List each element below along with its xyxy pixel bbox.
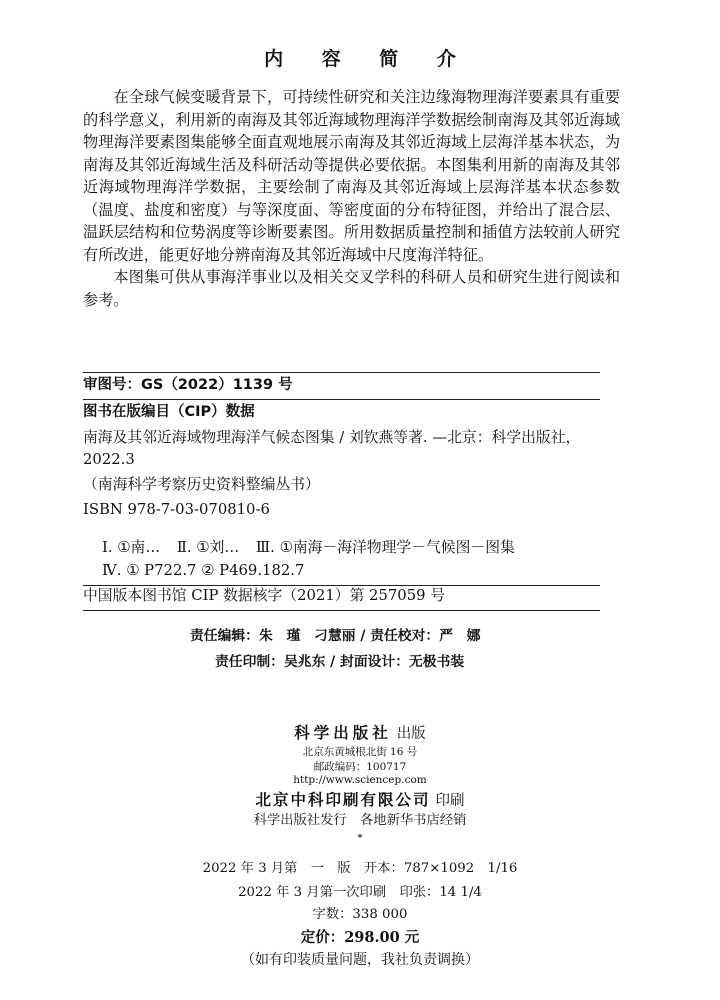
publisher-name: 科学出版社	[294, 723, 392, 742]
publisher-address: 北京东黄城根北街 16 号	[302, 746, 418, 758]
separator-star: *	[357, 832, 363, 844]
printer-role: 印刷	[435, 793, 465, 809]
divider	[83, 372, 600, 373]
classification-item: Ⅱ. ①刘…	[176, 539, 240, 556]
credits	[0, 623, 720, 675]
divider	[83, 610, 600, 611]
page-title: 内 容 简 介	[264, 48, 472, 70]
divider	[83, 399, 600, 400]
edition-line: 2022 年 3 月第 一 版 开本：787×1092 1/16	[202, 861, 518, 876]
price: 定价：298.00 元	[300, 929, 420, 946]
printing-line: 2022 年 3 月第一次印刷 印张：14 1/4	[238, 885, 482, 900]
cip-classification	[102, 536, 622, 582]
cip-isbn: ISBN 978-7-03-070810-6	[83, 501, 270, 518]
cip-book-line: 南海及其邻近海域物理海洋气候态图集 / 刘钦燕等著. —北京：科学出版社，2022.3	[83, 429, 581, 468]
content-summary	[83, 86, 620, 311]
cip-heading: 图书在版编目（CIP）数据	[83, 404, 255, 420]
review-number: 审图号：GS（2022）1139 号	[83, 377, 293, 393]
cip-block	[83, 401, 613, 521]
classification-line-2: Ⅳ. ① P722.7 ② P469.182.7	[102, 562, 305, 579]
credits-production: 责任印制：吴兆东 / 封面设计：无极书装	[215, 654, 465, 670]
classification-line	[102, 536, 622, 559]
summary-paragraph: 本图集可供从事海洋事业以及相关交叉学科的科研人员和研究生进行阅读和参考。	[83, 268, 620, 309]
publisher-url: http://www.sciencep.com	[293, 774, 427, 786]
word-count: 字数：338 000	[312, 907, 408, 922]
publisher-postcode: 邮政编码：100717	[313, 761, 407, 773]
quality-note: （如有印装质量问题，我社负责调换）	[241, 952, 479, 968]
classification-item: Ⅰ. ①南…	[102, 539, 161, 556]
cip-data-approval: 中国版本图书馆 CIP 数据核字（2021）第 257059 号	[83, 587, 446, 604]
publisher-line	[0, 721, 720, 743]
cip-series: （南海科学考察历史资料整编丛书）	[83, 476, 320, 493]
summary-paragraph: 在全球气候变暖背景下，可持续性研究和关注边缘海物理海洋要素具有重要的科学意义，利用新的南海及其邻近海域物理海洋学数据绘制南海及其邻近海域物理海洋要素图集能够全面直观地展示南海及其邻近海域上层海洋基本状态，为南海及其邻近海域生活及科研活动等提供必要依据。本图集利用新的南海及其邻近海域物理海洋学数据，主要绘制了南海及其邻近海域上层海洋基本状态参数（温度、盐度和密度）与等深度面、等密度面的分布特征图，并给出了混合层、温跃层结构和位势涡度等诊断要素图。所用数据质量控制和插值方法较前人研究有所改进，能更好地分辨南海及其邻近海域中尺度海洋特征。	[83, 88, 620, 264]
publisher-role: 出版	[396, 726, 426, 742]
printer-line	[0, 788, 720, 810]
classification-item: Ⅲ. ①南海－海洋物理学－气候图－图集	[255, 539, 515, 556]
printer-name: 北京中科印刷有限公司	[255, 790, 431, 809]
distribution-line: 科学出版社发行 各地新华书店经销	[253, 813, 467, 828]
credits-editors: 责任编辑：朱 瑾 刁慧丽 / 责任校对：严 娜	[190, 628, 481, 644]
